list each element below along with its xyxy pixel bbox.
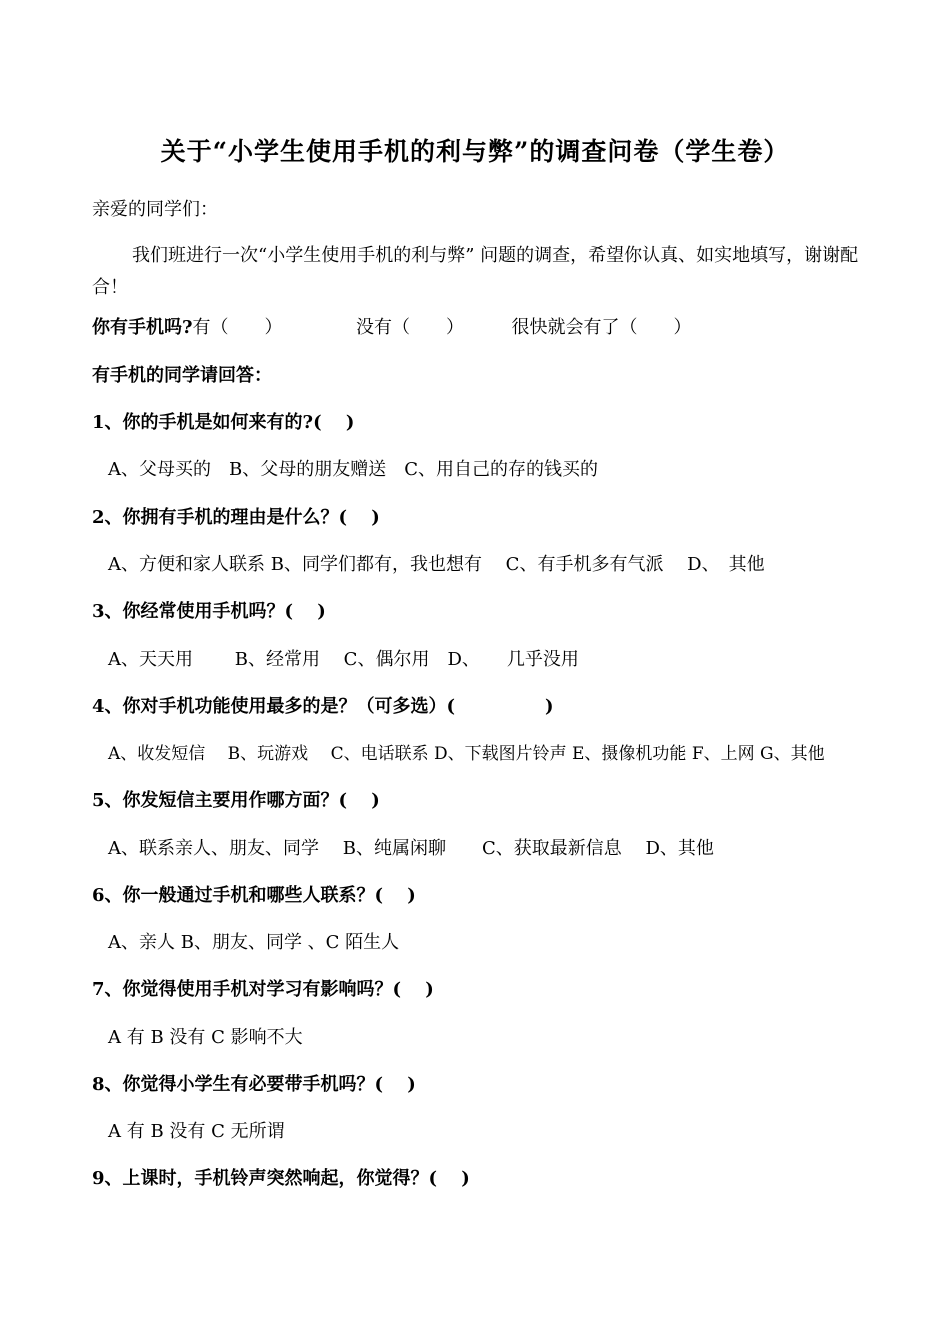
answer-options-7: A 有 B 没有 C 影响不大 (108, 1027, 303, 1048)
intro-paragraph: 我们班进行一次“小学生使用手机的利与弊” 问题的调查，希望你认真、如实地填写，谢谢配合！ (92, 245, 859, 298)
question-5: 5、你发短信主要用作哪方面？( ) (92, 790, 380, 811)
answer-options-1: A、父母买的 B、父母的朋友赠送 C、用自己的存的钱买的 (108, 459, 598, 480)
answer-options-5: A、联系亲人、朋友、同学 B、纯属闲聊 C、获取最新信息 D、其他 (108, 838, 714, 859)
have-phone-option-soon: 很快就会有了（ ） (511, 317, 692, 338)
page-title: 关于“小学生使用手机的利与弊”的调查问卷（学生卷） (160, 137, 790, 166)
have-phone-option-no: 没有（ ） (356, 317, 465, 338)
question-9: 9、上课时，手机铃声突然响起，你觉得？( ) (92, 1168, 470, 1189)
question-7: 7、你觉得使用手机对学习有影响吗？( ) (92, 979, 434, 1000)
answer-options-6: A、亲人 B、朋友、同学 、C 陌生人 (108, 932, 400, 953)
answer-options-4: A、收发短信 B、玩游戏 C、电话联系 D、下载图片铃声 E、摄像机功能 F、上网 G、其他 (108, 744, 825, 764)
have-phone-line (92, 316, 691, 340)
greeting: 亲爱的同学们： (92, 199, 218, 220)
question-3: 3、你经常使用手机吗？( ) (92, 601, 326, 622)
answer-options-3: A、天天用 B、经常用 C、偶尔用 D、 几乎没用 (108, 649, 579, 670)
question-6: 6、你一般通过手机和哪些人联系？( ) (92, 885, 416, 906)
question-2: 2、你拥有手机的理由是什么？( ) (92, 507, 380, 528)
instruction: 有手机的同学请回答： (92, 365, 272, 386)
question-8: 8、你觉得小学生有必要带手机吗？( ) (92, 1074, 416, 1095)
question-1: 1、你的手机是如何来有的?( ) (92, 412, 355, 433)
have-phone-question: 你有手机吗? (92, 317, 193, 338)
answer-options-8: A 有 B 没有 C 无所谓 (108, 1121, 285, 1142)
question-4: 4、你对手机功能使用最多的是？（可多选）( ) (92, 696, 554, 717)
answer-options-2: A、方便和家人联系 B、同学们都有，我也想有 C、有手机多有气派 D、 其他 (108, 554, 765, 575)
have-phone-option-yes: 有（ ） (192, 317, 283, 338)
